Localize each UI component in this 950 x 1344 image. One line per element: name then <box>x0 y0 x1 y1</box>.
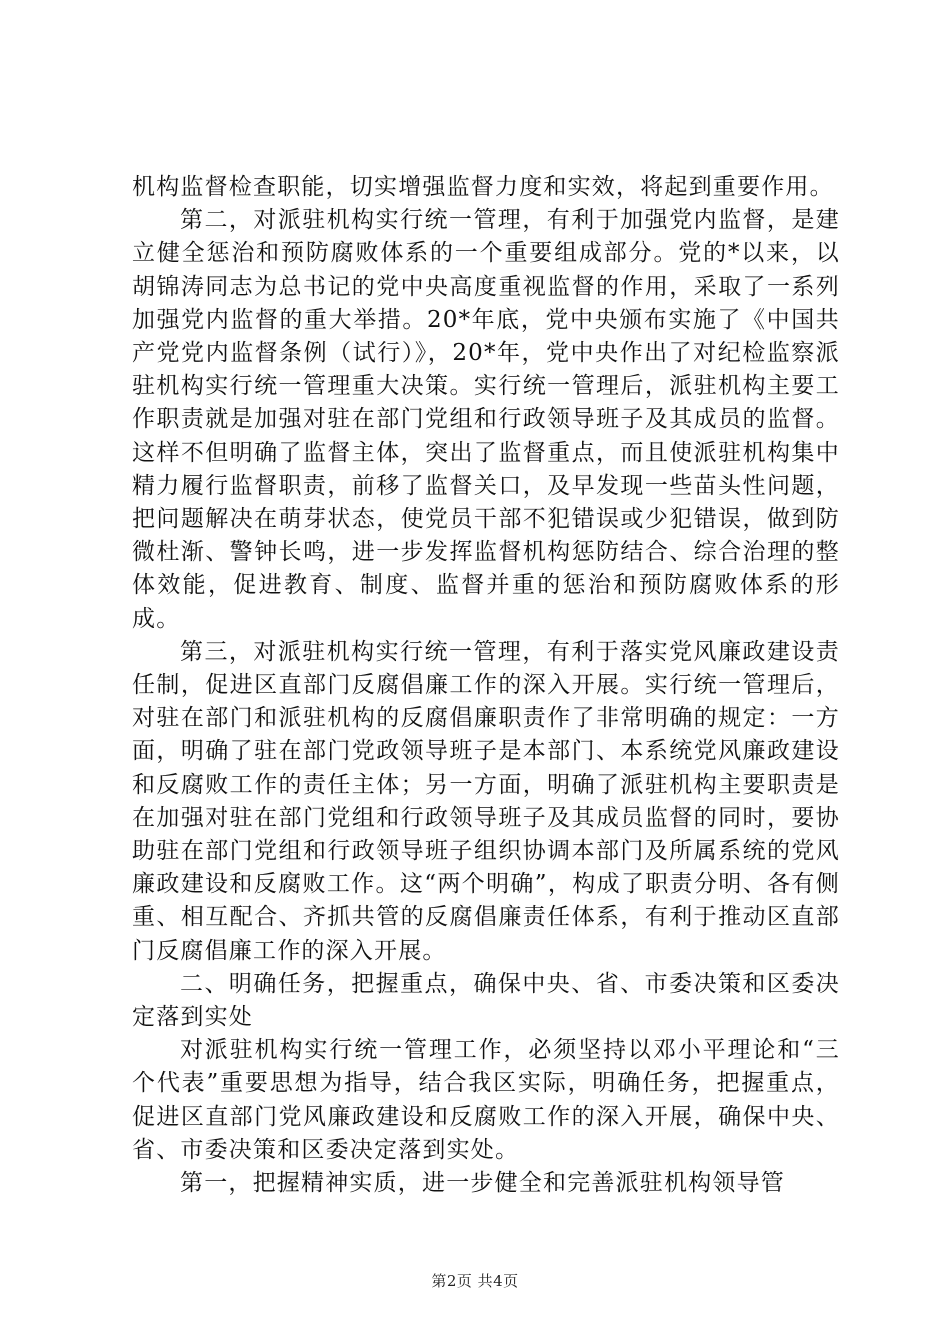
page-number-footer: 第2页 共4页 <box>431 1272 519 1290</box>
paragraph-second-point: 第二，对派驻机构实行统一管理，有利于加强党内监督，是建立健全惩治和预防腐败体系的一个重要组成部分。党的*以来，以胡锦涛同志为总书记的党中央高度重视监督的作用，采取了一系列加强党内监督的重大举措。20*年底，党中央颁布实施了《中国共产党党内监督条例（试行）》，20*年，党中央作出了对纪检监察派驻机构实行统一管理重大决策。实行统一管理后，派驻机构主要工作职责就是加强对驻在部门党组和行政领导班子及其成员的监督。这样不但明确了监督主体，突出了监督重点，而且使派驻机构集中精力履行监督职责，前移了监督关口，及早发现一些苗头性问题，把问题解决在萌芽状态，使党员干部不犯错误或少犯错误，做到防微杜渐、警钟长鸣，进一步发挥监督机构惩防结合、综合治理的整体效能，促进教育、制度、监督并重的惩治和预防腐败体系的形成。 <box>132 207 840 632</box>
document-body <box>132 171 840 1200</box>
paragraph-third-point: 第三，对派驻机构实行统一管理，有利于落实党风廉政建设责任制，促进区直部门反腐倡廉工作的深入开展。实行统一管理后，对驻在部门和派驻机构的反腐倡廉职责作了非常明确的规定：一方面，明确了驻在部门党政领导班子是本部门、本系统党风廉政建设和反腐败工作的责任主体；另一方面，明确了派驻机构主要职责是在加强对驻在部门党组和行政领导班子及其成员监督的同时，要协助驻在部门党组和行政领导班子组织协调本部门及所属系统的党风廉政建设和反腐败工作。这“两个明确”，构成了职责分明、各有侧重、相互配合、齐抓共管的反腐倡廉责任体系，有利于推动区直部门反腐倡廉工作的深入开展。 <box>132 638 840 964</box>
paragraph-continuation: 机构监督检查职能，切实增强监督力度和实效，将起到重要作用。 <box>132 174 834 200</box>
paragraph-first-point: 第一，把握精神实质，进一步健全和完善派驻机构领导管 <box>180 1170 785 1197</box>
paragraph-section-intro: 对派驻机构实行统一管理工作，必须坚持以邓小平理论和“三个代表”重要思想为指导，结合我区实际，明确任务，把握重点，促进区直部门党风廉政建设和反腐败工作的深入开展，确保中央、省、市委决策和区委决定落到实处。 <box>132 1037 840 1163</box>
section-heading-two: 二、明确任务，把握重点，确保中央、省、市委决策和区委决定落到实处 <box>132 970 840 1031</box>
